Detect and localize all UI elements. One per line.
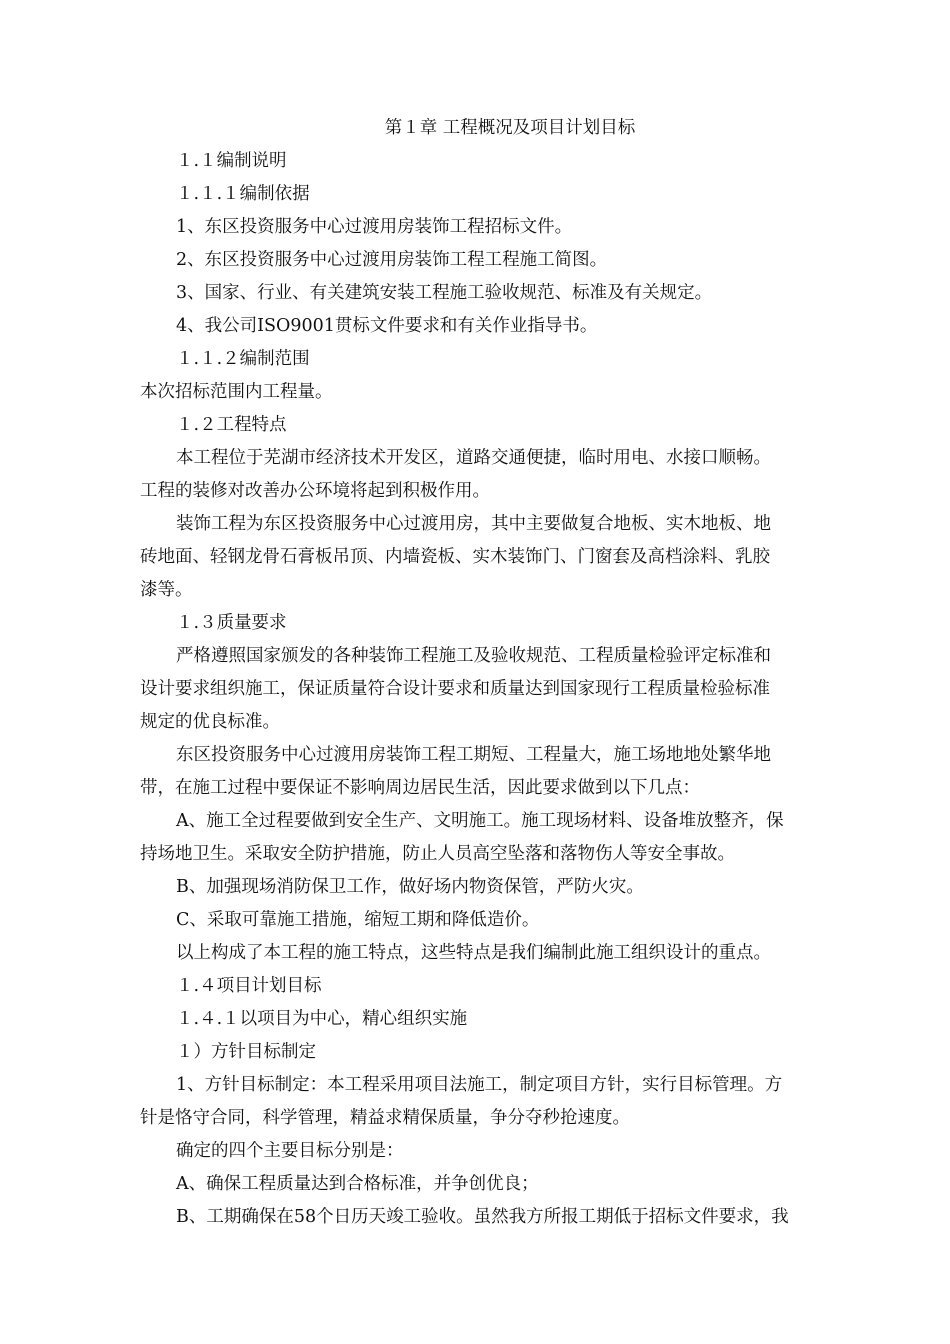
chapter-title: 第１章 工程概况及项目计划目标: [384, 118, 636, 138]
list-item: 1、方针目标制定：本工程采用项目法施工，制定项目方针，实行目标管理。方: [176, 1075, 783, 1095]
subsection-heading: １.１.２编制范围: [176, 349, 310, 369]
item-heading: １）方针目标制定: [176, 1042, 316, 1062]
paragraph-line: 针是恪守合同，科学管理，精益求精保质量，争分夺秒抢速度。: [140, 1108, 630, 1128]
list-item: B、加强现场消防保卫工作，做好场内物资保管，严防火灾。: [176, 877, 644, 897]
paragraph-line: 规定的优良标准。: [140, 712, 280, 732]
paragraph-line: 漆等。: [140, 580, 193, 600]
list-item: A、施工全过程要做到安全生产、文明施工。施工现场材料、设备堆放整齐，保: [176, 811, 784, 831]
paragraph-line: 本次招标范围内工程量。: [140, 382, 333, 402]
paragraph-line: 确定的四个主要目标分别是：: [176, 1141, 404, 1161]
list-item: A、确保工程质量达到合格标准，并争创优良；: [176, 1174, 539, 1194]
paragraph-line: 带，在施工过程中要保证不影响周边居民生活，因此要求做到以下几点：: [140, 778, 700, 798]
section-heading: １.１编制说明: [176, 151, 287, 171]
section-heading: １.３质量要求: [176, 613, 287, 633]
section-heading: １.２工程特点: [176, 415, 287, 435]
list-item: 2、东区投资服务中心过渡用房装饰工程工程施工简图。: [176, 250, 608, 270]
section-heading: １.４项目计划目标: [176, 976, 322, 996]
list-item: B、工期确保在58个日历天竣工验收。虽然我方所报工期低于招标文件要求，我: [176, 1207, 789, 1227]
list-item: 3、国家、行业、有关建筑安装工程施工验收规范、标准及有关规定。: [176, 283, 713, 303]
paragraph-line: 工程的装修对改善办公环境将起到积极作用。: [140, 481, 490, 501]
paragraph-line: 严格遵照国家颁发的各种装饰工程施工及验收规范、工程质量检验评定标准和: [176, 646, 771, 666]
paragraph-line: 持场地卫生。采取安全防护措施，防止人员高空坠落和落物伤人等安全事故。: [140, 844, 735, 864]
paragraph-line: 设计要求组织施工，保证质量符合设计要求和质量达到国家现行工程质量检验标准: [140, 679, 770, 699]
paragraph-line: 砖地面、轻钢龙骨石膏板吊顶、内墙瓷板、实木装饰门、门窗套及高档涂料、乳胶: [140, 547, 770, 567]
paragraph-line: 装饰工程为东区投资服务中心过渡用房，其中主要做复合地板、实木地板、地: [176, 514, 771, 534]
subsection-heading: １.１.１编制依据: [176, 184, 310, 204]
list-item: 1、东区投资服务中心过渡用房装饰工程招标文件。: [176, 217, 573, 237]
paragraph-line: 本工程位于芜湖市经济技术开发区，道路交通便捷，临时用电、水接口顺畅。: [176, 448, 771, 468]
list-item: C、采取可靠施工措施，缩短工期和降低造价。: [176, 910, 540, 930]
paragraph-line: 东区投资服务中心过渡用房装饰工程工期短、工程量大，施工场地地处繁华地: [176, 745, 771, 765]
list-item: 4、我公司ISO9001贯标文件要求和有关作业指导书。: [176, 316, 598, 336]
subsection-heading: １.４.１以项目为中心，精心组织实施: [176, 1009, 468, 1029]
paragraph-line: 以上构成了本工程的施工特点，这些特点是我们编制此施工组织设计的重点。: [176, 943, 771, 963]
